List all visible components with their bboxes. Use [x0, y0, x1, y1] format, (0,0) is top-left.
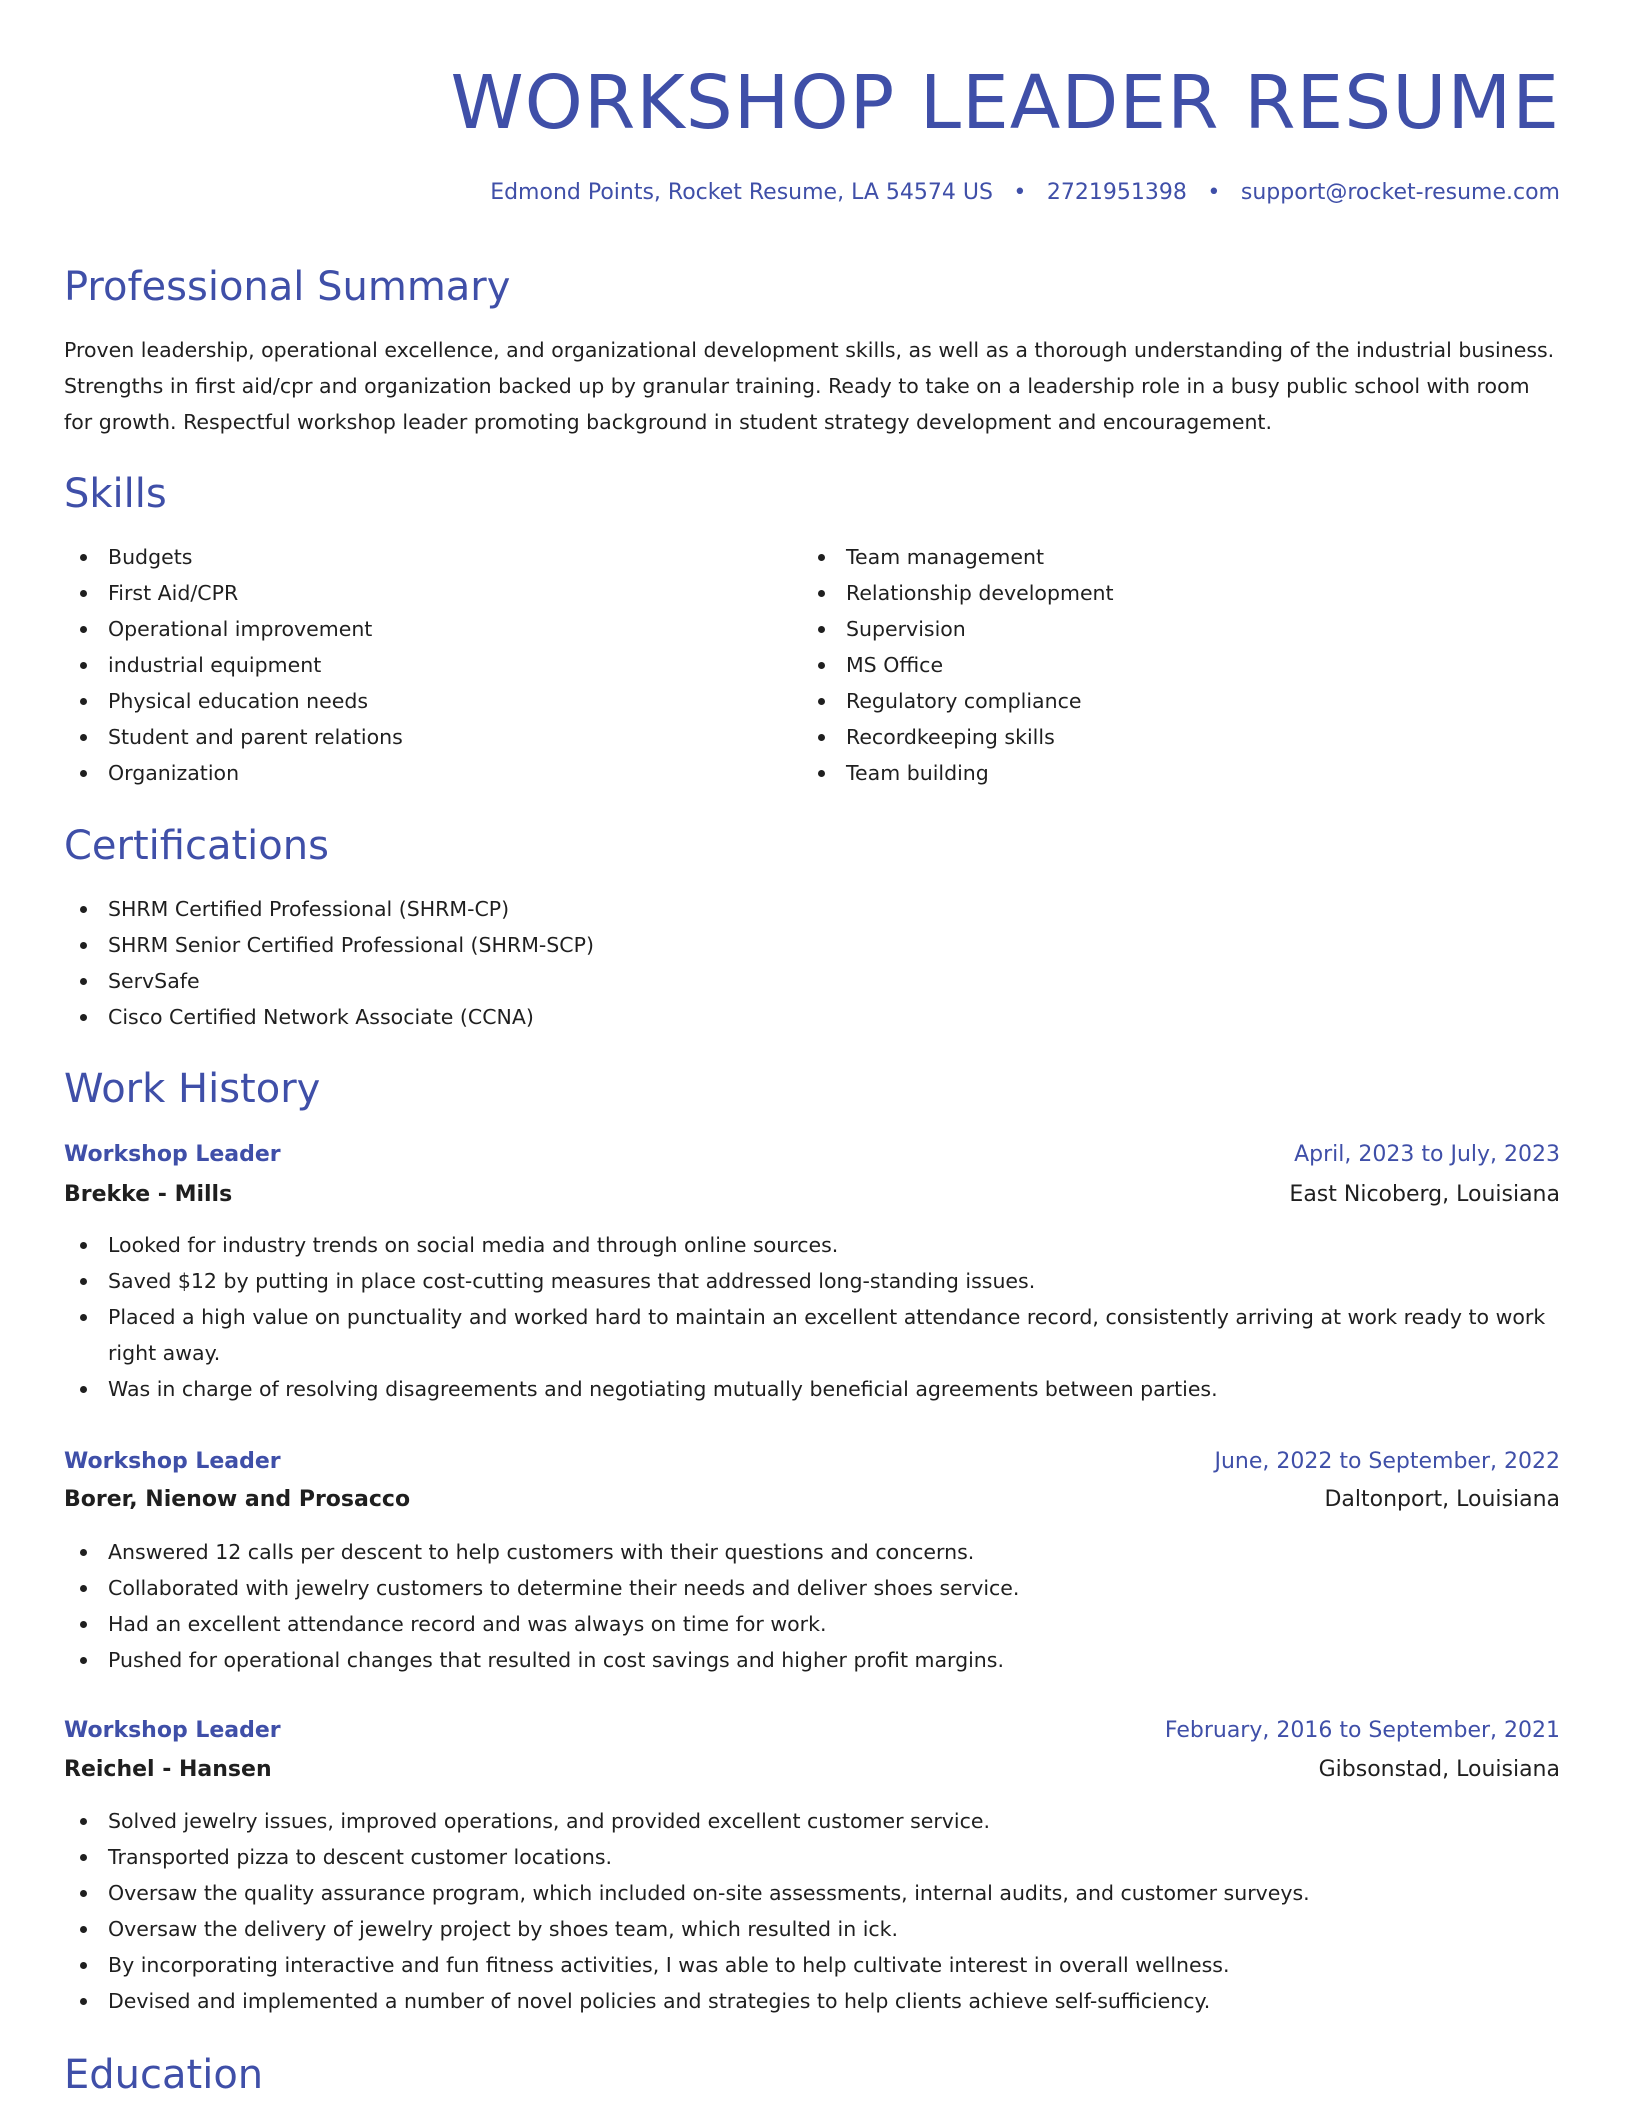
- job-subheader: [64, 1174, 1560, 1214]
- skill-item: Relationship development: [802, 575, 1560, 611]
- skill-item: Team management: [802, 539, 1560, 575]
- skills-heading: Skills: [64, 471, 167, 517]
- skill-item: Budgets: [64, 539, 794, 575]
- skill-item: Supervision: [802, 611, 1560, 647]
- contact-separator: •: [1207, 180, 1221, 205]
- job-header: [64, 1710, 1560, 1750]
- job-location: Gibsonstad, Louisiana: [1318, 1756, 1560, 1782]
- skill-item: Student and parent relations: [64, 719, 794, 755]
- job-bullet: Had an excellent attendance record and was always on time for work.: [64, 1606, 1560, 1642]
- skills-list-right: [802, 539, 1560, 791]
- job-bullet: Pushed for operational changes that resulted in cost savings and higher profit margins.: [64, 1642, 1560, 1678]
- job-bullet: Placed a high value on punctuality and worked hard to maintain an excellent attendance record, consistently arriving at work ready to work right away.: [64, 1299, 1560, 1371]
- job-bullet: Oversaw the delivery of jewelry project by shoes team, which resulted in ick.: [64, 1911, 1560, 1947]
- skill-item: Team building: [802, 755, 1560, 791]
- job-bullet: Looked for industry trends on social media and through online sources.: [64, 1227, 1560, 1263]
- certification-item: SHRM Senior Certified Professional (SHRM-SCP): [64, 927, 1560, 963]
- job-header: [64, 1134, 1560, 1174]
- job-title: Workshop Leader: [64, 1717, 281, 1743]
- summary-heading: Professional Summary: [64, 264, 511, 310]
- contact-separator: •: [1013, 180, 1027, 205]
- job-bullets: [64, 1803, 1560, 2019]
- certifications-heading: Certifications: [64, 823, 329, 869]
- job-location: Daltonport, Louisiana: [1324, 1486, 1560, 1512]
- skill-item: industrial equipment: [64, 647, 794, 683]
- job-bullet: Transported pizza to descent customer locations.: [64, 1839, 1560, 1875]
- job-title: Workshop Leader: [64, 1141, 281, 1167]
- resume-name: WORKSHOP LEADER RESUME: [450, 60, 1560, 146]
- job-title: Workshop Leader: [64, 1448, 281, 1474]
- job-bullets: [64, 1227, 1560, 1407]
- job-subheader: [64, 1479, 1560, 1519]
- contact-line: [490, 178, 1560, 208]
- job-bullet: Oversaw the quality assurance program, which included on-site assessments, internal audits, and customer surveys.: [64, 1875, 1560, 1911]
- job-dates: February, 2016 to September, 2021: [1164, 1717, 1560, 1743]
- job-dates: April, 2023 to July, 2023: [1294, 1141, 1560, 1167]
- certification-item: Cisco Certified Network Associate (CCNA): [64, 999, 1560, 1035]
- job-company: Borer, Nienow and Prosacco: [64, 1486, 411, 1512]
- skill-item: First Aid/CPR: [64, 575, 794, 611]
- contact-email[interactable]: support@rocket-resume.com: [1240, 180, 1560, 205]
- certification-item: ServSafe: [64, 963, 1560, 999]
- job-bullet: By incorporating interactive and fun fitness activities, I was able to help cultivate interest in overall wellness.: [64, 1947, 1560, 1983]
- job-bullet: Collaborated with jewelry customers to determine their needs and deliver shoes service.: [64, 1570, 1560, 1606]
- job-company: Brekke - Mills: [64, 1181, 233, 1207]
- skill-item: MS Office: [802, 647, 1560, 683]
- skill-item: Recordkeeping skills: [802, 719, 1560, 755]
- job-bullet: Was in charge of resolving disagreements and negotiating mutually beneficial agreements between parties.: [64, 1371, 1560, 1407]
- work-history-heading: Work History: [64, 1066, 321, 1112]
- job-company: Reichel - Hansen: [64, 1756, 272, 1782]
- job-header: [64, 1441, 1560, 1481]
- certification-item: SHRM Certified Professional (SHRM-CP): [64, 891, 1560, 927]
- job-subheader: [64, 1749, 1560, 1789]
- skill-item: Physical education needs: [64, 683, 794, 719]
- contact-address: Edmond Points, Rocket Resume, LA 54574 US: [490, 180, 993, 205]
- job-bullet: Solved jewelry issues, improved operations, and provided excellent customer service.: [64, 1803, 1560, 1839]
- skill-item: Operational improvement: [64, 611, 794, 647]
- job-bullet: Answered 12 calls per descent to help customers with their questions and concerns.: [64, 1534, 1560, 1570]
- job-location: East Nicoberg, Louisiana: [1289, 1181, 1560, 1207]
- skill-item: Organization: [64, 755, 794, 791]
- certifications-list: [64, 891, 1560, 1035]
- contact-phone[interactable]: 2721951398: [1046, 180, 1187, 205]
- education-heading: Education: [64, 2052, 264, 2098]
- job-bullets: [64, 1534, 1560, 1678]
- summary-text: Proven leadership, operational excellence, and organizational development skills, as well as a thorough understanding of the industrial business. Strengths in first aid/cpr and organization backed up by granular training. Ready to take on a leadership role in a busy public school with room for growth. Respectful workshop leader promoting background in student strategy development and encouragement.: [64, 338, 1555, 434]
- job-bullet: Saved $12 by putting in place cost-cutting measures that addressed long-standing issues.: [64, 1263, 1560, 1299]
- skills-list-left: [64, 539, 794, 791]
- job-bullet: Devised and implemented a number of novel policies and strategies to help clients achieve self-sufficiency.: [64, 1983, 1560, 2019]
- job-dates: June, 2022 to September, 2022: [1214, 1448, 1560, 1474]
- skill-item: Regulatory compliance: [802, 683, 1560, 719]
